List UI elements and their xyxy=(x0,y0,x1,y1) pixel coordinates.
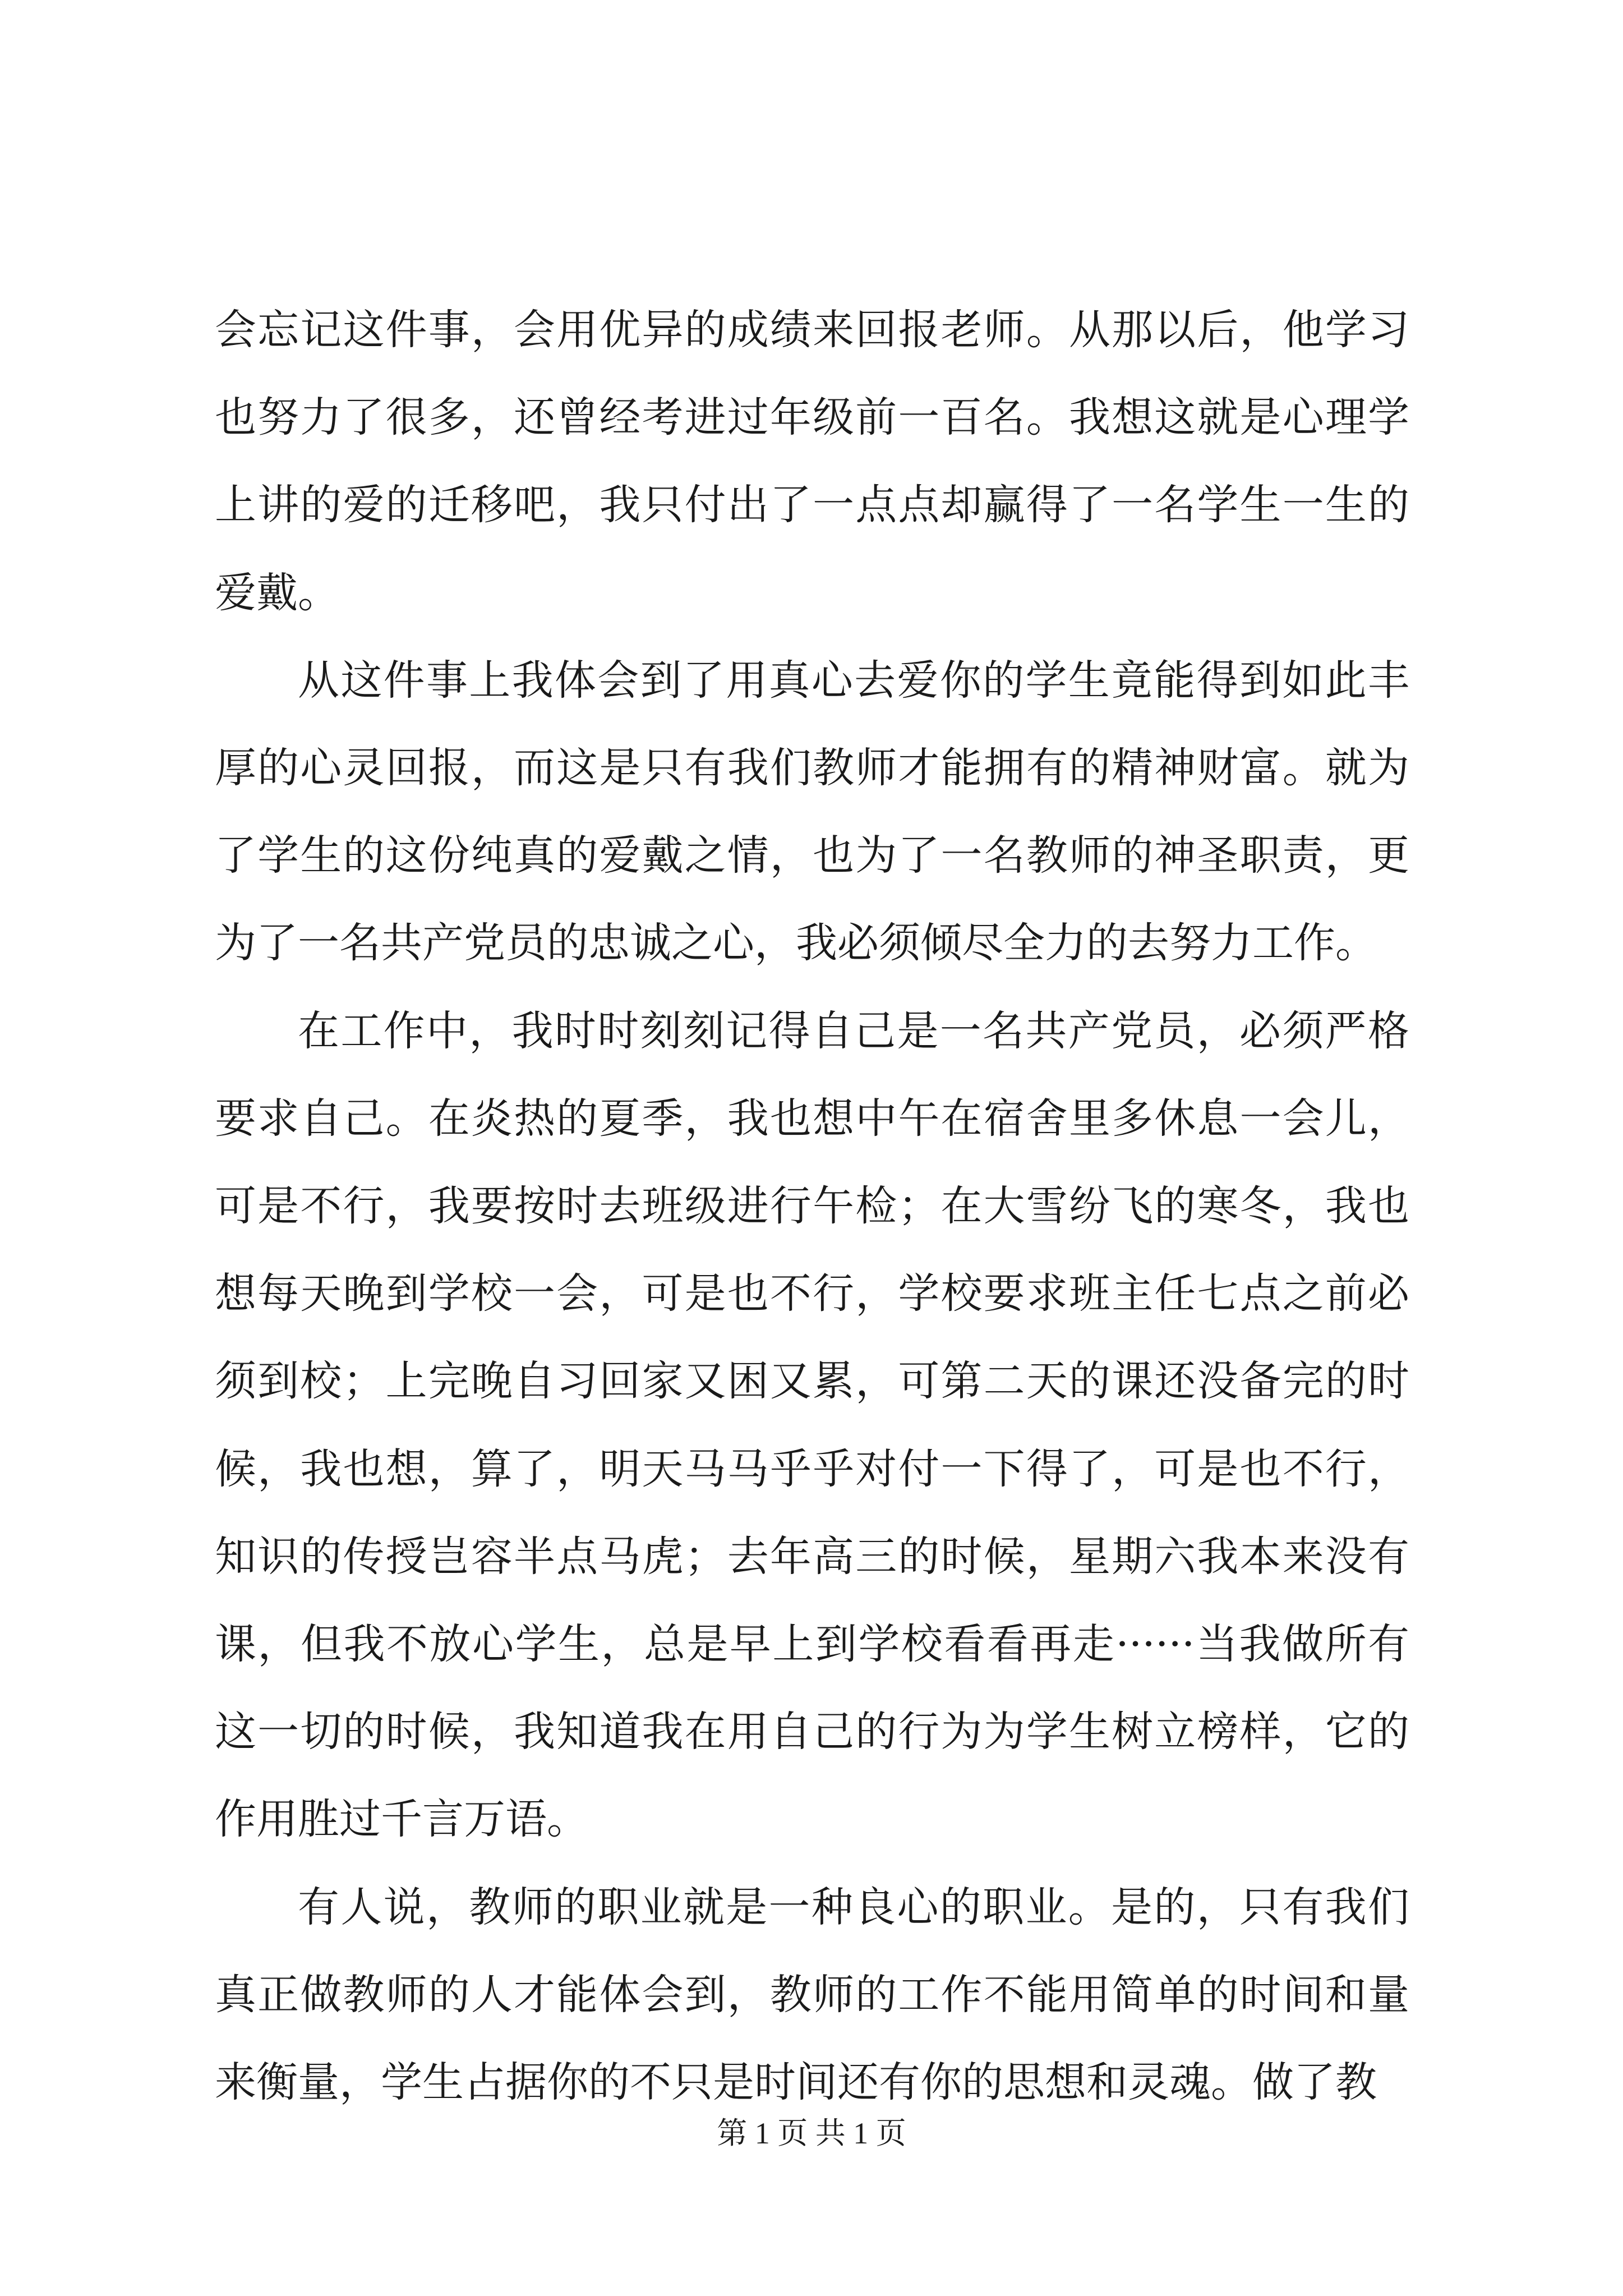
paragraph-2: 从这件事上我体会到了用真心去爱你的学生竟能得到如此丰厚的心灵回报，而这是只有我们教师才能拥有的精神财富。就为了学生的这份纯真的爱戴之情，也为了一名教师的神圣职责，更为了一名共产党员的忠诚之心，我必须倾尽全力的去努力工作。 xyxy=(215,656,1409,968)
paragraph-3: 在工作中，我时时刻刻记得自己是一名共产党员，必须严格要求自己。在炎热的夏季，我也想中午在宿舍里多休息一会儿，可是不行，我要按时去班级进行午检；在大雪纷飞的寒冬，我也想每天晚到学校一会，可是也不行，学校要求班主任七点之前必须到校；上完晚自习回家又困又累，可第二天的课还没备完的时候，我也想，算了，明天马马乎乎对付一下得了，可是也不行，知识的传授岂容半点马虎；去年高三的时候，星期六我本来没有课，但我不放心学生，总是早上到学校看看再走······当我做所有这一切的时候，我知道我在用自己的行为为学生树立榜样，它的作用胜过千言万语。 xyxy=(215,1006,1409,1844)
document-body xyxy=(215,286,1409,2126)
paragraph-4: 有人说，教师的职业就是一种良心的职业。是的，只有我们真正做教师的人才能体会到，教师的工作不能用简单的时间和量来衡量，学生占据你的不只是时间还有你的思想和灵魂。做了教 xyxy=(215,1883,1409,2107)
page-number-footer: 第 1 页 共 1 页 xyxy=(717,2116,906,2150)
paragraph-1: 会忘记这件事，会用优异的成绩来回报老师。从那以后，他学习也努力了很多，还曾经考进过年级前一百名。我想这就是心理学上讲的爱的迁移吧，我只付出了一点点却赢得了一名学生一生的爱戴。 xyxy=(215,306,1409,617)
